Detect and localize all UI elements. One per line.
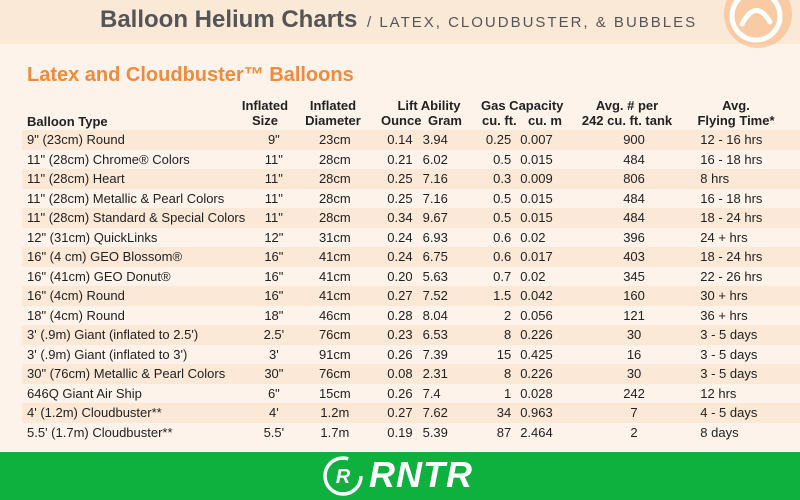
cell-inflated-size: 9" bbox=[247, 130, 301, 150]
cell-inflated-size: 11" bbox=[247, 169, 301, 189]
cell-lift-gram: 3.94 bbox=[413, 130, 477, 150]
table-row bbox=[22, 228, 800, 248]
table-row bbox=[22, 150, 800, 170]
cell-balloon-type: 16" (41cm) GEO Donut® bbox=[22, 267, 247, 287]
cell-avg-per-tank: 121 bbox=[582, 306, 686, 326]
cell-balloon-type: 16" (4cm) Round bbox=[22, 286, 247, 306]
cell-flying-time: 3 - 5 days bbox=[686, 345, 800, 365]
cell-inflated-size: 4' bbox=[247, 403, 301, 423]
col-header-flying-time: Avg. Flying Time* bbox=[697, 98, 775, 128]
cell-flying-time: 16 - 18 hrs bbox=[686, 150, 800, 170]
cell-gas-cu-m: 0.028 bbox=[511, 384, 582, 404]
cell-avg-per-tank: 16 bbox=[582, 345, 686, 365]
cell-flying-time: 30 + hrs bbox=[686, 286, 800, 306]
cell-inflated-diameter: 91cm bbox=[301, 345, 369, 365]
cell-balloon-type: 11" (28cm) Standard & Special Colors bbox=[22, 208, 247, 228]
cell-avg-per-tank: 7 bbox=[582, 403, 686, 423]
svg-text:R: R bbox=[335, 466, 351, 488]
cell-gas-cu-m: 0.056 bbox=[511, 306, 582, 326]
cell-gas-cu-m: 0.015 bbox=[511, 189, 582, 209]
cell-gas-cu-ft: 0.5 bbox=[476, 150, 511, 170]
cell-gas-cu-ft: 1 bbox=[476, 384, 511, 404]
rntr-logo-icon bbox=[322, 455, 364, 497]
cell-gas-cu-ft: 15 bbox=[476, 345, 511, 365]
cell-flying-time: 24 + hrs bbox=[686, 228, 800, 248]
cell-inflated-diameter: 41cm bbox=[301, 247, 369, 267]
cell-gas-cu-ft: 0.7 bbox=[476, 267, 511, 287]
table-row bbox=[22, 169, 800, 189]
cell-inflated-size: 3' bbox=[247, 345, 301, 365]
cell-lift-ounce: 0.27 bbox=[369, 403, 413, 423]
cell-avg-per-tank: 484 bbox=[582, 150, 686, 170]
cell-lift-gram: 6.75 bbox=[413, 247, 477, 267]
cell-lift-ounce: 0.08 bbox=[369, 364, 413, 384]
cell-gas-cu-m: 0.015 bbox=[511, 208, 582, 228]
page-title: Balloon Helium Charts bbox=[100, 6, 358, 33]
footer-brand: RNTR bbox=[369, 454, 473, 495]
cell-inflated-size: 6" bbox=[247, 384, 301, 404]
col-header-lift-ability: Lift Ability bbox=[397, 98, 461, 113]
cell-flying-time: 36 + hrs bbox=[686, 306, 800, 326]
cell-lift-ounce: 0.26 bbox=[369, 384, 413, 404]
cell-inflated-diameter: 41cm bbox=[301, 267, 369, 287]
table-row bbox=[22, 306, 800, 326]
cell-gas-cu-m: 0.017 bbox=[511, 247, 582, 267]
cell-gas-cu-m: 0.02 bbox=[511, 228, 582, 248]
cell-inflated-size: 11" bbox=[247, 208, 301, 228]
cell-lift-ounce: 0.24 bbox=[369, 247, 413, 267]
cell-lift-gram: 6.93 bbox=[413, 228, 477, 248]
cell-flying-time: 18 - 24 hrs bbox=[686, 247, 800, 267]
cell-lift-ounce: 0.20 bbox=[369, 267, 413, 287]
table-row bbox=[22, 403, 800, 423]
cell-lift-ounce: 0.24 bbox=[369, 228, 413, 248]
cell-gas-cu-ft: 0.6 bbox=[476, 228, 511, 248]
cell-lift-gram: 7.4 bbox=[413, 384, 477, 404]
cell-lift-ounce: 0.25 bbox=[369, 169, 413, 189]
cell-inflated-diameter: 76cm bbox=[301, 364, 369, 384]
col-header-gas-capacity: Gas Capacity bbox=[481, 98, 564, 113]
cell-inflated-diameter: 28cm bbox=[301, 169, 369, 189]
cell-inflated-diameter: 76cm bbox=[301, 325, 369, 345]
table-row bbox=[22, 423, 800, 443]
page-subtitle: / LATEX, CLOUDBUSTER, & BUBBLES bbox=[367, 14, 698, 31]
cell-lift-ounce: 0.34 bbox=[369, 208, 413, 228]
cell-lift-gram: 9.67 bbox=[413, 208, 477, 228]
cell-gas-cu-ft: 0.5 bbox=[476, 189, 511, 209]
col-header-ounce: Ounce bbox=[381, 113, 422, 128]
cell-lift-gram: 7.16 bbox=[413, 169, 477, 189]
cell-flying-time: 12 hrs bbox=[686, 384, 800, 404]
cell-balloon-type: 3' (.9m) Giant (inflated to 2.5') bbox=[22, 325, 247, 345]
cell-lift-gram: 8.04 bbox=[413, 306, 477, 326]
cell-avg-per-tank: 403 bbox=[582, 247, 686, 267]
cell-balloon-type: 16" (4 cm) GEO Blossom® bbox=[22, 247, 247, 267]
cell-inflated-size: 11" bbox=[247, 150, 301, 170]
cell-gas-cu-m: 0.425 bbox=[511, 345, 582, 365]
cell-inflated-size: 18" bbox=[247, 306, 301, 326]
cell-inflated-diameter: 28cm bbox=[301, 208, 369, 228]
table-row bbox=[22, 364, 800, 384]
cell-balloon-type: 3' (.9m) Giant (inflated to 3') bbox=[22, 345, 247, 365]
cell-gas-cu-ft: 0.6 bbox=[476, 247, 511, 267]
cell-lift-gram: 7.52 bbox=[413, 286, 477, 306]
cell-gas-cu-ft: 0.25 bbox=[476, 130, 511, 150]
cell-gas-cu-ft: 34 bbox=[476, 403, 511, 423]
cell-gas-cu-m: 0.015 bbox=[511, 150, 582, 170]
col-header-gram: Gram bbox=[428, 113, 462, 128]
cell-inflated-diameter: 46cm bbox=[301, 306, 369, 326]
cell-inflated-diameter: 23cm bbox=[301, 130, 369, 150]
cell-flying-time: 22 - 26 hrs bbox=[686, 267, 800, 287]
cell-inflated-size: 11" bbox=[247, 189, 301, 209]
cell-gas-cu-m: 0.02 bbox=[511, 267, 582, 287]
col-header-inflated-diameter: Inflated Diameter bbox=[305, 98, 361, 128]
cell-lift-gram: 7.39 bbox=[413, 345, 477, 365]
cell-balloon-type: 30" (76cm) Metallic & Pearl Colors bbox=[22, 364, 247, 384]
cell-gas-cu-ft: 2 bbox=[476, 306, 511, 326]
cell-gas-cu-ft: 1.5 bbox=[476, 286, 511, 306]
cell-lift-ounce: 0.28 bbox=[369, 306, 413, 326]
cell-flying-time: 3 - 5 days bbox=[686, 325, 800, 345]
cell-gas-cu-ft: 8 bbox=[476, 325, 511, 345]
cell-lift-gram: 7.62 bbox=[413, 403, 477, 423]
cell-avg-per-tank: 484 bbox=[582, 189, 686, 209]
cell-lift-ounce: 0.27 bbox=[369, 286, 413, 306]
cell-balloon-type: 11" (28cm) Heart bbox=[22, 169, 247, 189]
cell-gas-cu-ft: 0.5 bbox=[476, 208, 511, 228]
cell-avg-per-tank: 900 bbox=[582, 130, 686, 150]
cell-avg-per-tank: 30 bbox=[582, 364, 686, 384]
cell-inflated-size: 16" bbox=[247, 247, 301, 267]
table-row bbox=[22, 208, 800, 228]
cell-gas-cu-m: 0.226 bbox=[511, 325, 582, 345]
cell-gas-cu-m: 0.226 bbox=[511, 364, 582, 384]
cell-balloon-type: 18" (4cm) Round bbox=[22, 306, 247, 326]
brand-logo-icon bbox=[706, 0, 794, 50]
cell-lift-ounce: 0.23 bbox=[369, 325, 413, 345]
cell-inflated-size: 30" bbox=[247, 364, 301, 384]
table-row bbox=[22, 345, 800, 365]
cell-inflated-size: 16" bbox=[247, 286, 301, 306]
cell-lift-gram: 2.31 bbox=[413, 364, 477, 384]
col-header-cu-m: cu. m bbox=[528, 113, 562, 128]
cell-balloon-type: 4' (1.2m) Cloudbuster** bbox=[22, 403, 247, 423]
cell-gas-cu-m: 0.042 bbox=[511, 286, 582, 306]
cell-flying-time: 8 hrs bbox=[686, 169, 800, 189]
cell-inflated-diameter: 41cm bbox=[301, 286, 369, 306]
cell-balloon-type: 9" (23cm) Round bbox=[22, 130, 247, 150]
cell-lift-gram: 5.39 bbox=[413, 423, 477, 443]
cell-lift-gram: 6.02 bbox=[413, 150, 477, 170]
cell-avg-per-tank: 30 bbox=[582, 325, 686, 345]
cell-gas-cu-ft: 0.3 bbox=[476, 169, 511, 189]
cell-avg-per-tank: 806 bbox=[582, 169, 686, 189]
cell-balloon-type: 12" (31cm) QuickLinks bbox=[22, 228, 247, 248]
header-band bbox=[0, 0, 800, 44]
cell-balloon-type: 646Q Giant Air Ship bbox=[22, 384, 247, 404]
cell-flying-time: 12 - 16 hrs bbox=[686, 130, 800, 150]
col-header-cu-ft: cu. ft. bbox=[482, 113, 517, 128]
helium-table bbox=[22, 130, 800, 442]
cell-flying-time: 4 - 5 days bbox=[686, 403, 800, 423]
cell-inflated-diameter: 28cm bbox=[301, 189, 369, 209]
table-row bbox=[22, 189, 800, 209]
col-header-inflated-size: Inflated Size bbox=[241, 98, 289, 128]
cell-lift-ounce: 0.19 bbox=[369, 423, 413, 443]
cell-avg-per-tank: 396 bbox=[582, 228, 686, 248]
cell-gas-cu-m: 0.963 bbox=[511, 403, 582, 423]
col-header-balloon-type: Balloon Type bbox=[27, 114, 108, 129]
cell-lift-gram: 7.16 bbox=[413, 189, 477, 209]
table-row bbox=[22, 325, 800, 345]
cell-lift-ounce: 0.14 bbox=[369, 130, 413, 150]
table-row bbox=[22, 247, 800, 267]
table-row bbox=[22, 267, 800, 287]
cell-avg-per-tank: 242 bbox=[582, 384, 686, 404]
section-title: Latex and Cloudbuster™ Balloons bbox=[27, 64, 354, 86]
cell-gas-cu-m: 0.007 bbox=[511, 130, 582, 150]
cell-inflated-size: 5.5' bbox=[247, 423, 301, 443]
table-row bbox=[22, 286, 800, 306]
cell-lift-ounce: 0.21 bbox=[369, 150, 413, 170]
cell-flying-time: 18 - 24 hrs bbox=[686, 208, 800, 228]
cell-inflated-diameter: 1.2m bbox=[301, 403, 369, 423]
cell-flying-time: 8 days bbox=[686, 423, 800, 443]
cell-lift-ounce: 0.26 bbox=[369, 345, 413, 365]
col-header-avg-per-tank: Avg. # per 242 cu. ft. tank bbox=[581, 98, 673, 128]
cell-balloon-type: 5.5' (1.7m) Cloudbuster** bbox=[22, 423, 247, 443]
cell-inflated-diameter: 28cm bbox=[301, 150, 369, 170]
cell-inflated-diameter: 1.7m bbox=[301, 423, 369, 443]
cell-inflated-size: 12" bbox=[247, 228, 301, 248]
cell-avg-per-tank: 345 bbox=[582, 267, 686, 287]
cell-gas-cu-m: 0.009 bbox=[511, 169, 582, 189]
cell-inflated-diameter: 31cm bbox=[301, 228, 369, 248]
cell-avg-per-tank: 484 bbox=[582, 208, 686, 228]
cell-gas-cu-m: 2.464 bbox=[511, 423, 582, 443]
cell-lift-gram: 6.53 bbox=[413, 325, 477, 345]
cell-balloon-type: 11" (28cm) Metallic & Pearl Colors bbox=[22, 189, 247, 209]
table-row bbox=[22, 130, 800, 150]
cell-balloon-type: 11" (28cm) Chrome® Colors bbox=[22, 150, 247, 170]
cell-avg-per-tank: 160 bbox=[582, 286, 686, 306]
cell-inflated-size: 2.5' bbox=[247, 325, 301, 345]
cell-lift-ounce: 0.25 bbox=[369, 189, 413, 209]
cell-inflated-size: 16" bbox=[247, 267, 301, 287]
cell-inflated-diameter: 15cm bbox=[301, 384, 369, 404]
cell-flying-time: 3 - 5 days bbox=[686, 364, 800, 384]
cell-gas-cu-ft: 87 bbox=[476, 423, 511, 443]
cell-gas-cu-ft: 8 bbox=[476, 364, 511, 384]
cell-flying-time: 16 - 18 hrs bbox=[686, 189, 800, 209]
cell-lift-gram: 5.63 bbox=[413, 267, 477, 287]
table-row bbox=[22, 384, 800, 404]
cell-avg-per-tank: 2 bbox=[582, 423, 686, 443]
